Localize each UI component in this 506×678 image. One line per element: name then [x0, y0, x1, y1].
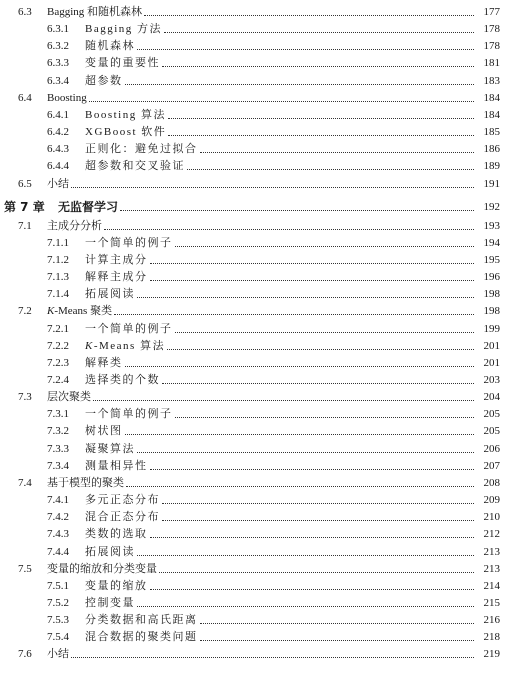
toc-subsection-entry[interactable]: [0, 267, 506, 284]
toc-entry-title: 小结: [47, 177, 69, 190]
toc-entry-number: 6.3.2: [47, 40, 69, 53]
toc-entry-number: 7.4.2: [47, 511, 69, 524]
toc-dot-leader: [200, 623, 475, 624]
toc-entry-number: 6.3.4: [47, 74, 69, 87]
toc-entry-title: 混合数据的聚类问题: [85, 631, 198, 644]
toc-page-number: 186: [483, 143, 500, 156]
toc-page-number: 205: [483, 425, 500, 438]
toc-section-entry[interactable]: [0, 216, 506, 233]
toc-page-number: 177: [483, 6, 500, 18]
toc-page-number: 205: [483, 408, 500, 421]
toc-dot-leader: [126, 486, 474, 487]
toc-subsection-entry[interactable]: [0, 627, 506, 644]
toc-entry-number: 7.1.3: [47, 271, 69, 284]
toc-dot-leader: [93, 400, 474, 401]
toc-chapter-entry[interactable]: [0, 194, 506, 214]
toc-entry-number: 7.5.4: [47, 631, 69, 644]
toc-dot-leader: [137, 297, 474, 298]
toc-subsection-entry[interactable]: [0, 542, 506, 559]
toc-page-number: 194: [483, 236, 500, 249]
toc-page-number: 178: [483, 23, 500, 36]
toc-page-number: 204: [483, 391, 500, 404]
toc-entry-number: 7.1.4: [47, 288, 69, 301]
toc-entry-title: 随机森林: [85, 40, 135, 53]
toc-subsection-entry[interactable]: [0, 53, 506, 70]
toc-entry-title: K-Means 聚类: [47, 305, 113, 318]
toc-entry-number: 6.4.2: [47, 126, 69, 139]
toc-dot-leader: [162, 520, 474, 521]
toc-page-number: 219: [483, 648, 500, 661]
toc-entry-title: 拓展阅读: [85, 288, 135, 301]
toc-entry-number: 7.2: [18, 305, 32, 318]
toc-dot-leader: [137, 49, 474, 50]
toc-subsection-entry[interactable]: [0, 456, 506, 473]
toc-entry-number: 7.3.3: [47, 442, 69, 455]
toc-dot-leader: [167, 349, 474, 350]
toc-entry-title: 测量相异性: [85, 459, 148, 472]
toc-entry-title: Boosting: [47, 91, 87, 104]
toc-dot-leader: [125, 434, 475, 435]
toc-subsection-entry[interactable]: [0, 156, 506, 173]
toc-entry-number: 7.5.2: [47, 596, 69, 609]
toc-subsection-entry[interactable]: [0, 370, 506, 387]
toc-subsection-entry[interactable]: [0, 593, 506, 610]
toc-page-number: 210: [483, 511, 500, 524]
toc-page-number: 218: [483, 631, 500, 644]
toc-page-number: 201: [483, 339, 500, 352]
toc-section-entry[interactable]: [0, 559, 506, 576]
toc-subsection-entry[interactable]: [0, 122, 506, 139]
toc-entry-number: 7.1.1: [47, 236, 69, 249]
toc-dot-leader: [159, 572, 474, 573]
toc-dot-leader: [137, 452, 474, 453]
toc-dot-leader: [200, 640, 475, 641]
toc-entry-number: 7.4.1: [47, 494, 69, 507]
toc-subsection-entry[interactable]: [0, 404, 506, 421]
toc-dot-leader: [89, 101, 474, 102]
toc-page-number: 198: [483, 288, 500, 301]
toc-dot-leader: [71, 657, 474, 658]
toc-entry-number: 7.2.3: [47, 356, 69, 369]
toc-section-entry[interactable]: [0, 644, 506, 661]
toc-entry-title: 正则化：避免过拟合: [85, 143, 198, 156]
toc-page-number: 195: [483, 253, 500, 266]
toc-entry-number: 6.3.1: [47, 23, 69, 36]
toc-page-number: 191: [483, 177, 500, 190]
toc-dot-leader: [187, 169, 474, 170]
toc-entry-number: 6.5: [18, 177, 32, 190]
toc-entry-number: 6.4.1: [47, 108, 69, 121]
toc-entry-title: XGBoost 软件: [85, 126, 167, 139]
toc-section-entry[interactable]: [0, 301, 506, 318]
toc-dot-leader: [175, 246, 475, 247]
toc-entry-title: 主成分分析: [47, 219, 102, 232]
toc-page-number: 178: [483, 40, 500, 53]
toc-entry-title: 小结: [47, 648, 69, 661]
toc-entry-number: 7.3.2: [47, 425, 69, 438]
toc-entry-number: 7.2.2: [47, 339, 69, 352]
toc-section-entry[interactable]: [0, 2, 506, 19]
toc-subsection-entry[interactable]: [0, 490, 506, 507]
toc-entry-title: 一个简单的例子: [85, 322, 173, 335]
toc-entry-number: 6.4.3: [47, 143, 69, 156]
toc-section-entry[interactable]: [0, 88, 506, 105]
toc-page-number: 199: [483, 322, 500, 335]
toc-entry-number: 6.3: [18, 6, 32, 18]
toc-dot-leader: [162, 503, 474, 504]
toc-subsection-entry[interactable]: [0, 250, 506, 267]
toc-entry-number: 7.3.1: [47, 408, 69, 421]
toc-entry-title: 超参数和交叉验证: [85, 160, 185, 173]
toc-entry-title: 类数的选取: [85, 528, 148, 541]
toc-section-entry[interactable]: [0, 473, 506, 490]
toc-entry-title: Bagging 方法: [85, 23, 163, 36]
toc-entry-number: 7.6: [18, 648, 32, 661]
toc-page-number: 209: [483, 494, 500, 507]
toc-entry-number: 7.3.4: [47, 459, 69, 472]
toc-entry-title: 变量的重要性: [85, 57, 160, 70]
toc-dot-leader: [137, 606, 474, 607]
toc-entry-title: Boosting 算法: [85, 108, 166, 121]
toc-page-number: 214: [483, 579, 500, 592]
toc-subsection-entry[interactable]: [0, 71, 506, 88]
toc-entry-title: 无监督学习: [58, 199, 119, 214]
toc-dot-leader: [125, 366, 475, 367]
toc-dot-leader: [175, 417, 475, 418]
toc-dot-leader: [150, 589, 475, 590]
toc-entry-number: 第 7 章: [4, 199, 45, 214]
toc-entry-title: 解释类: [85, 356, 123, 369]
toc-subsection-entry[interactable]: [0, 610, 506, 627]
toc-dot-leader: [71, 187, 474, 188]
toc-page-number: 185: [483, 126, 500, 139]
toc-subsection-entry[interactable]: [0, 524, 506, 541]
toc-entry-title: 层次聚类: [47, 391, 91, 404]
toc-entry-number: 7.5.3: [47, 614, 69, 627]
toc-entry-title: 树状图: [85, 425, 123, 438]
toc-entry-number: 7.2.1: [47, 322, 69, 335]
toc-subsection-entry[interactable]: [0, 284, 506, 301]
toc-subsection-entry[interactable]: [0, 576, 506, 593]
toc-dot-leader: [125, 84, 475, 85]
toc-subsection-entry[interactable]: [0, 336, 506, 353]
toc-page-number: 201: [483, 356, 500, 369]
toc-page-number: 198: [483, 305, 500, 318]
toc-entry-title: 凝聚算法: [85, 442, 135, 455]
toc-subsection-entry[interactable]: [0, 319, 506, 336]
toc-page-number: 216: [483, 614, 500, 627]
toc-section-entry[interactable]: [0, 174, 506, 191]
toc-dot-leader: [150, 263, 475, 264]
toc-entry-title: 选择类的个数: [85, 374, 160, 386]
toc-subsection-entry[interactable]: [0, 421, 506, 438]
toc-entry-number: 7.5: [18, 562, 32, 575]
toc-entry-title: 分类数据和高氏距离: [85, 614, 198, 627]
toc-dot-leader: [150, 537, 475, 538]
toc-page-number: 215: [483, 596, 500, 609]
toc-page-number: 208: [483, 476, 500, 489]
toc-section-entry[interactable]: [0, 387, 506, 404]
toc-subsection-entry[interactable]: [0, 507, 506, 524]
toc-subsection-entry[interactable]: [0, 36, 506, 53]
toc-subsection-entry[interactable]: [0, 353, 506, 370]
toc-entry-title: K-Means 算法: [85, 339, 166, 352]
toc-entry-number: 6.3.3: [47, 57, 69, 70]
toc-entry-number: 7.5.1: [47, 579, 69, 592]
toc-page-number: 189: [483, 160, 500, 173]
toc-dot-leader: [114, 314, 474, 315]
toc-page-number: 212: [483, 528, 500, 541]
toc-entry-title: 一个简单的例子: [85, 236, 173, 249]
toc-dot-leader: [104, 229, 474, 230]
toc-page-number: 203: [483, 374, 500, 386]
toc-entry-title: 变量的缩放: [85, 579, 148, 592]
toc-entry-number: 7.1: [18, 219, 32, 232]
toc-entry-title: 计算主成分: [85, 253, 148, 266]
toc-subsection-entry[interactable]: [0, 105, 506, 122]
toc-entry-title: 拓展阅读: [85, 545, 135, 558]
toc-dot-leader: [168, 118, 474, 119]
toc-entry-title: 解释主成分: [85, 271, 148, 284]
toc-page-number: 184: [483, 108, 500, 121]
toc-entry-title: 一个简单的例子: [85, 408, 173, 421]
toc-dot-leader: [137, 555, 474, 556]
toc-dot-leader: [150, 280, 475, 281]
toc-entry-title: 多元正态分布: [85, 494, 160, 507]
toc-dot-leader: [162, 383, 474, 384]
toc-dot-leader: [175, 332, 475, 333]
toc-entry-number: 7.4: [18, 476, 32, 489]
toc-subsection-entry[interactable]: [0, 19, 506, 36]
toc-entry-title: 变量的缩放和分类变量: [47, 562, 157, 575]
toc-entry-title: 控制变量: [85, 596, 135, 609]
toc-dot-leader: [168, 135, 474, 136]
toc-page-number: 184: [483, 91, 500, 104]
toc-entry-number: 7.4.3: [47, 528, 69, 541]
toc-subsection-entry[interactable]: [0, 439, 506, 456]
toc-subsection-entry[interactable]: [0, 139, 506, 156]
toc-entry-number: 7.4.4: [47, 545, 69, 558]
toc-page-number: 181: [483, 57, 500, 70]
toc-page-number: 196: [483, 271, 500, 284]
toc-entry-number: 6.4.4: [47, 160, 69, 173]
toc-entry-number: 7.3: [18, 391, 32, 404]
toc-entry-number: 6.4: [18, 91, 32, 104]
toc-entry-title: 基于模型的聚类: [47, 476, 124, 489]
toc-page-number: 192: [483, 200, 500, 213]
toc-dot-leader: [200, 152, 475, 153]
toc-entry-number: 7.2.4: [47, 374, 69, 386]
toc-entry-title: 混合正态分布: [85, 511, 160, 524]
toc-page-number: 213: [483, 545, 500, 558]
toc-entry-number: 7.1.2: [47, 253, 69, 266]
toc-page-number: 207: [483, 459, 500, 472]
toc-entry-title: Bagging 和随机森林: [47, 6, 143, 18]
toc-dot-leader: [164, 32, 474, 33]
toc-page-number: 183: [483, 74, 500, 87]
toc-page-number: 213: [483, 562, 500, 575]
toc-dot-leader: [120, 210, 474, 211]
toc-dot-leader: [150, 469, 475, 470]
toc-page-number: 193: [483, 219, 500, 232]
toc-subsection-entry[interactable]: [0, 233, 506, 250]
toc-dot-leader: [162, 66, 474, 67]
toc-page-number: 206: [483, 442, 500, 455]
toc-entry-title: 超参数: [85, 74, 123, 87]
toc-dot-leader: [144, 15, 474, 16]
